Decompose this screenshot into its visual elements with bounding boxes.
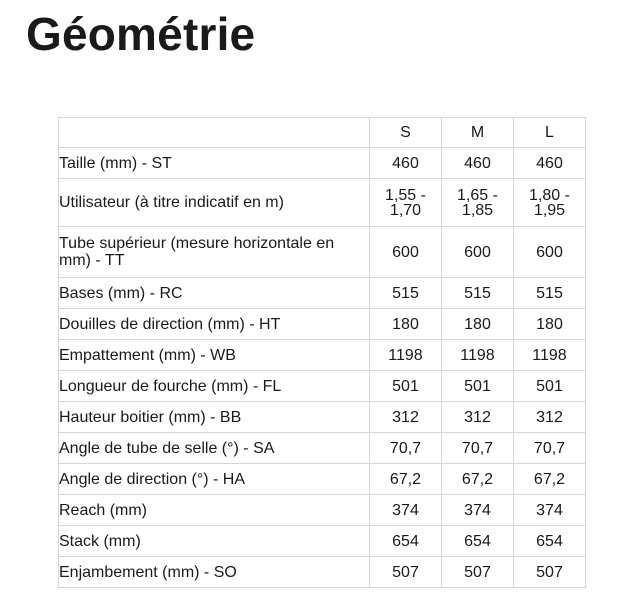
value-cell: 501 bbox=[514, 371, 586, 402]
table-row bbox=[59, 526, 586, 557]
row-label: Taille (mm) - ST bbox=[59, 148, 370, 179]
header-blank-cell bbox=[59, 118, 370, 148]
value-cell: 600 bbox=[514, 227, 586, 278]
value-cell: 1198 bbox=[370, 340, 442, 371]
table-row bbox=[59, 495, 586, 526]
value-cell: 600 bbox=[370, 227, 442, 278]
table-row bbox=[59, 179, 586, 227]
size-header-m: M bbox=[442, 118, 514, 148]
table-row bbox=[59, 148, 586, 179]
value-cell: 1198 bbox=[442, 340, 514, 371]
value-cell: 501 bbox=[370, 371, 442, 402]
value-cell: 600 bbox=[442, 227, 514, 278]
value-cell: 67,2 bbox=[370, 464, 442, 495]
value-cell: 1,80 - 1,95 bbox=[514, 179, 586, 227]
value-cell: 1198 bbox=[514, 340, 586, 371]
value-cell: 67,2 bbox=[442, 464, 514, 495]
value-cell: 180 bbox=[514, 309, 586, 340]
value-cell: 1,55 - 1,70 bbox=[370, 179, 442, 227]
row-label: Douilles de direction (mm) - HT bbox=[59, 309, 370, 340]
value-cell: 515 bbox=[442, 278, 514, 309]
value-cell: 654 bbox=[442, 526, 514, 557]
row-label: Angle de tube de selle (°) - SA bbox=[59, 433, 370, 464]
table-row bbox=[59, 371, 586, 402]
value-cell: 374 bbox=[442, 495, 514, 526]
row-label: Bases (mm) - RC bbox=[59, 278, 370, 309]
table-row bbox=[59, 278, 586, 309]
value-cell: 507 bbox=[442, 557, 514, 588]
value-cell: 70,7 bbox=[442, 433, 514, 464]
table-row bbox=[59, 227, 586, 278]
value-cell: 70,7 bbox=[370, 433, 442, 464]
geometry-table bbox=[58, 117, 586, 588]
value-cell: 501 bbox=[442, 371, 514, 402]
row-label: Enjambement (mm) - SO bbox=[59, 557, 370, 588]
value-cell: 312 bbox=[514, 402, 586, 433]
row-label: Longueur de fourche (mm) - FL bbox=[59, 371, 370, 402]
value-cell: 460 bbox=[514, 148, 586, 179]
table-header-row bbox=[59, 118, 586, 148]
row-label: Stack (mm) bbox=[59, 526, 370, 557]
table-row bbox=[59, 557, 586, 588]
value-cell: 374 bbox=[370, 495, 442, 526]
value-cell: 180 bbox=[370, 309, 442, 340]
value-cell: 654 bbox=[370, 526, 442, 557]
value-cell: 1,65 - 1,85 bbox=[442, 179, 514, 227]
table-row bbox=[59, 309, 586, 340]
value-cell: 515 bbox=[514, 278, 586, 309]
value-cell: 312 bbox=[442, 402, 514, 433]
page-title: Géométrie bbox=[26, 8, 256, 60]
value-cell: 460 bbox=[370, 148, 442, 179]
row-label: Empattement (mm) - WB bbox=[59, 340, 370, 371]
table-row bbox=[59, 464, 586, 495]
value-cell: 507 bbox=[370, 557, 442, 588]
value-cell: 507 bbox=[514, 557, 586, 588]
value-cell: 654 bbox=[514, 526, 586, 557]
size-header-l: L bbox=[514, 118, 586, 148]
value-cell: 70,7 bbox=[514, 433, 586, 464]
value-cell: 515 bbox=[370, 278, 442, 309]
table-row bbox=[59, 340, 586, 371]
value-cell: 67,2 bbox=[514, 464, 586, 495]
table-row bbox=[59, 402, 586, 433]
value-cell: 180 bbox=[442, 309, 514, 340]
row-label: Reach (mm) bbox=[59, 495, 370, 526]
table-row bbox=[59, 433, 586, 464]
value-cell: 312 bbox=[370, 402, 442, 433]
row-label: Tube supérieur (mesure horizontale en mm) - TT bbox=[59, 227, 370, 278]
row-label: Angle de direction (°) - HA bbox=[59, 464, 370, 495]
value-cell: 374 bbox=[514, 495, 586, 526]
size-header-s: S bbox=[370, 118, 442, 148]
row-label: Utilisateur (à titre indicatif en m) bbox=[59, 179, 370, 227]
value-cell: 460 bbox=[442, 148, 514, 179]
row-label: Hauteur boitier (mm) - BB bbox=[59, 402, 370, 433]
